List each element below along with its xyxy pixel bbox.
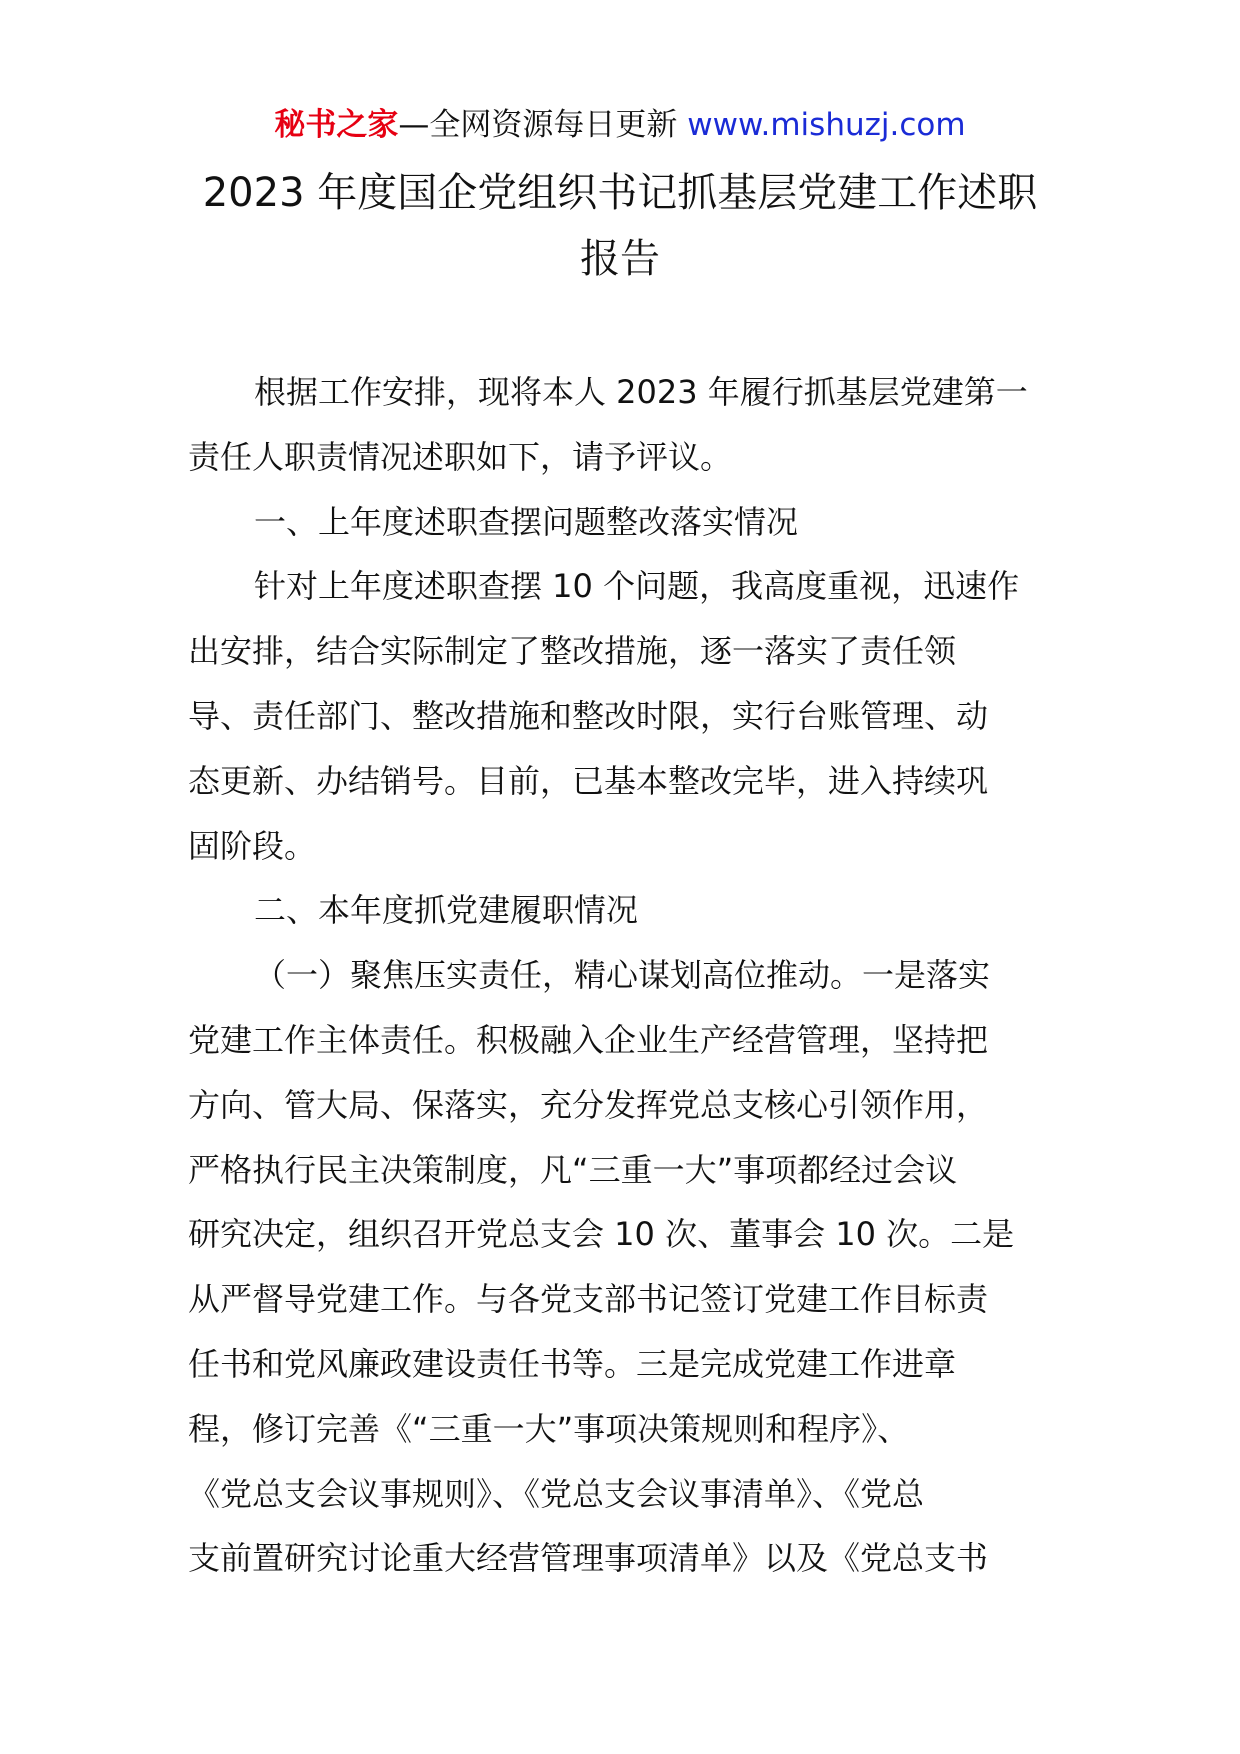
paragraph-line: 严格执行民主决策制度，凡“三重一大”事项都经过会议 (188, 1150, 958, 1189)
document-body (188, 360, 1058, 1591)
paragraph-line: 研究决定，组织召开党总支会 10 次、董事会 10 次。二是 (188, 1215, 1015, 1254)
site-url-link[interactable]: www.mishuzj.com (687, 107, 966, 143)
paragraph-line: 任书和党风廉政建设责任书等。三是完成党建工作进章 (188, 1344, 957, 1383)
title-line-1: 2023 年度国企党组织书记抓基层党建工作述职 (202, 170, 1038, 216)
paragraph-line: 固阶段。 (188, 826, 317, 865)
paragraph-line: 从严督导党建工作。与各党支部书记签订党建工作目标责 (188, 1280, 989, 1319)
section-heading-2: 二、本年度抓党建履职情况 (254, 891, 639, 930)
paragraph-line: 党建工作主体责任。积极融入企业生产经营管理，坚持把 (188, 1020, 989, 1059)
paragraph-intro-line: 根据工作安排，现将本人 2023 年履行抓基层党建第一 (254, 373, 1028, 411)
paragraph-line: 态更新、办结销号。目前，已基本整改完毕，进入持续巩 (188, 761, 989, 800)
paragraph-line: 程，修订完善《“三重一大”事项决策规则和程序》、 (188, 1409, 910, 1448)
section-heading-1: 一、上年度述职查摆问题整改落实情况 (254, 502, 799, 541)
paragraph-line: 方向、管大局、保落实，充分发挥党总支核心引领作用， (188, 1085, 989, 1124)
paragraph-line: （一）聚焦压实责任，精心谋划高位推动。一是落实 (254, 956, 991, 995)
paragraph-line: 出安排，结合实际制定了整改措施，逐一落实了责任领 (188, 632, 957, 671)
brand-tagline: —全网资源每日更新 (398, 107, 678, 143)
brand-name: 秘书之家 (274, 107, 399, 143)
paragraph-line: 支前置研究讨论重大经营管理事项清单》以及《党总支书 (188, 1539, 989, 1578)
title-line-2: 报告 (580, 236, 660, 282)
document-title (160, 160, 1080, 292)
paragraph-line: 《党总支会议事规则》、《党总支会议事清单》、《党总 (188, 1474, 925, 1513)
watermark-header (0, 103, 1240, 147)
paragraph-line: 导、责任部门、整改措施和整改时限，实行台账管理、动 (188, 696, 989, 735)
paragraph-line: 针对上年度述职查摆 10 个问题，我高度重视，迅速作 (254, 567, 1020, 606)
paragraph-intro-line: 责任人职责情况述职如下，请予评议。 (188, 437, 733, 476)
